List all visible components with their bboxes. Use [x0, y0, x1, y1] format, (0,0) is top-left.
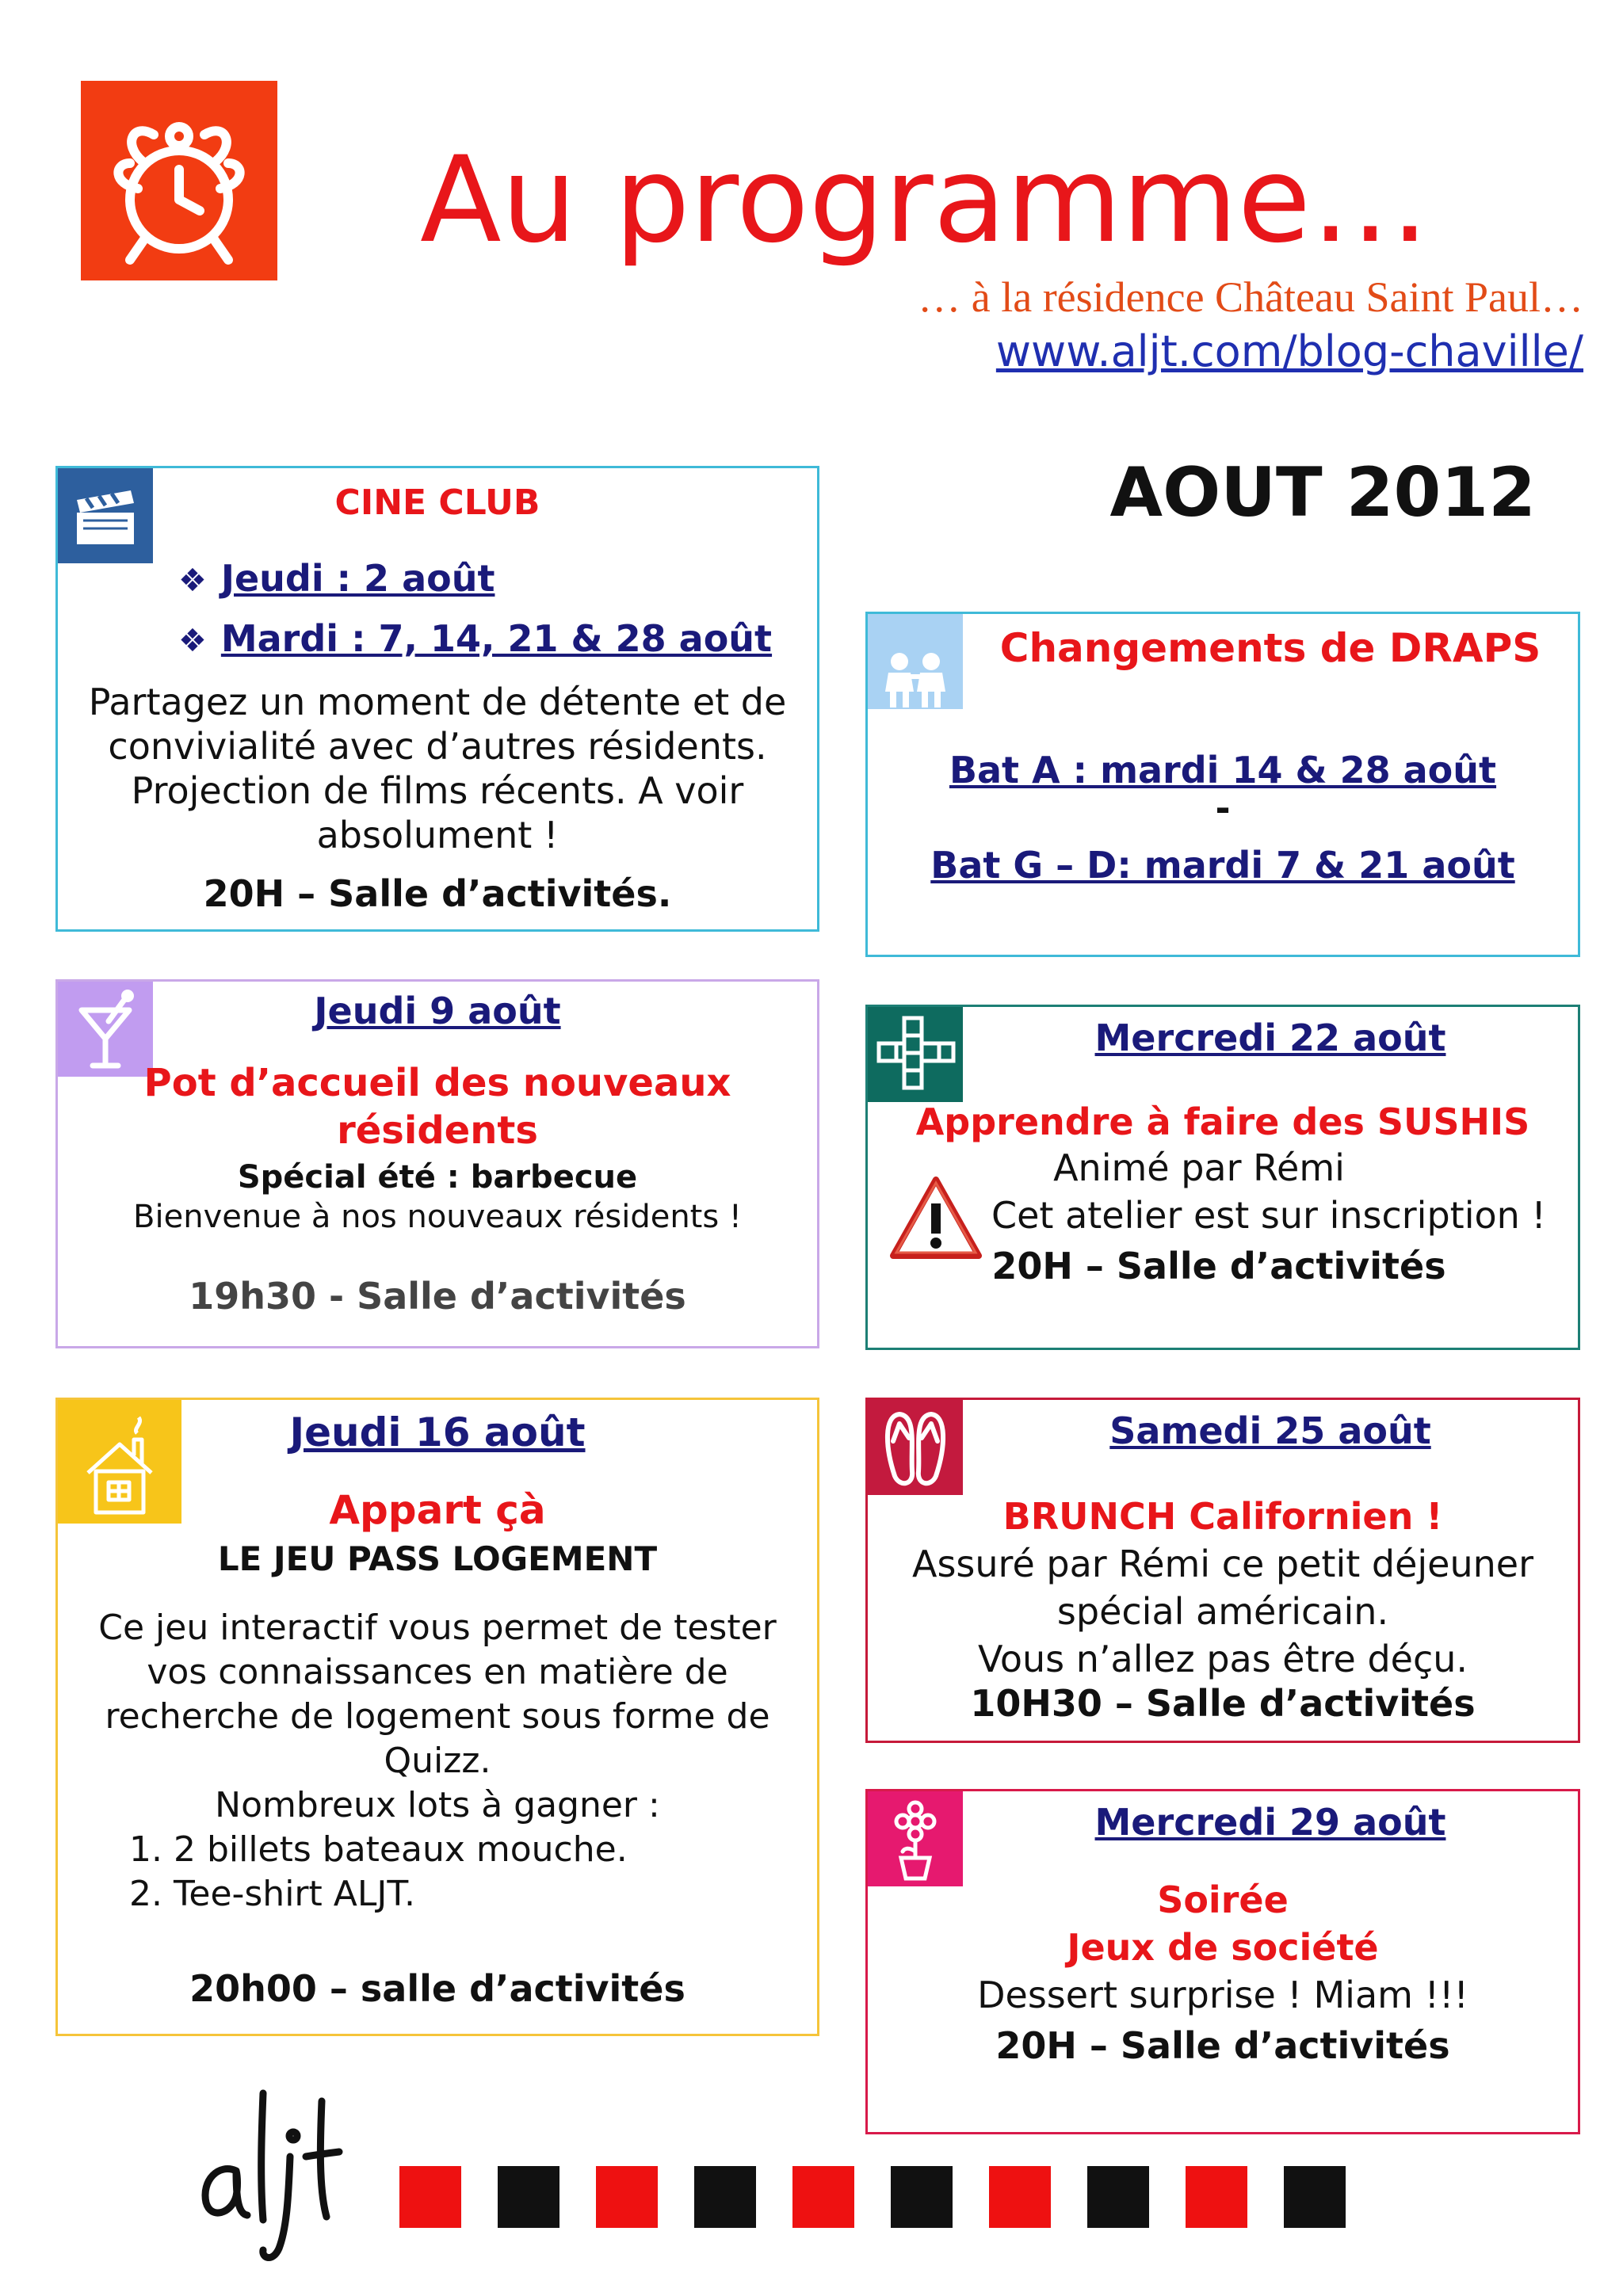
- pot-title-line: Pot d’accueil des nouveaux: [143, 1061, 731, 1105]
- aljt-logo: [187, 2069, 346, 2267]
- cine-date-2: ❖ Mardi : 7, 14, 21 & 28 août: [178, 617, 773, 660]
- decorative-square: [694, 2166, 756, 2228]
- appart-description-line: Ce jeu interactif vous permet de tester: [98, 1608, 777, 1648]
- pot-title-line: résidents: [337, 1108, 538, 1153]
- sushis-host: Animé par Rémi: [1053, 1146, 1345, 1189]
- diamond-bullet-icon: ❖: [178, 563, 207, 599]
- sushis-title: Apprendre à faire des SUSHIS: [915, 1100, 1530, 1143]
- cine-description-line: absolument !: [316, 814, 559, 856]
- appart-subtitle: LE JEU PASS LOGEMENT: [217, 1539, 658, 1578]
- soiree-card: [865, 1789, 1580, 2134]
- cine-club-card: [55, 466, 819, 932]
- appart-date: Jeudi 16 août: [289, 1409, 586, 1455]
- appart-description-line: Quizz.: [384, 1741, 491, 1781]
- draps-separator: -: [1215, 787, 1231, 830]
- soiree-title-line: Soirée: [1157, 1878, 1289, 1921]
- cine-description-line: Projection de films récents. A voir: [131, 769, 744, 812]
- pot-accueil-card: [55, 979, 819, 1348]
- decorative-square: [399, 2166, 461, 2228]
- appart-title: Appart çà: [329, 1487, 546, 1533]
- page-title: Au programme…: [420, 132, 1430, 269]
- appart-card: [55, 1398, 819, 2036]
- month-heading: AOUT 2012: [1109, 453, 1536, 532]
- draps-bat-g-d: Bat G – D: mardi 7 & 21 août: [930, 844, 1515, 887]
- draps-bat-a: Bat A : mardi 14 & 28 août: [949, 749, 1497, 791]
- decorative-square: [792, 2166, 854, 2228]
- sushis-date: Mercredi 22 août: [1094, 1016, 1446, 1059]
- diamond-bullet-icon: ❖: [178, 623, 207, 659]
- cine-description-line: convivialité avec d’autres résidents.: [108, 725, 767, 768]
- draps-card: [865, 612, 1580, 957]
- decorative-squares: [399, 2166, 1347, 2228]
- decorative-square: [1087, 2166, 1149, 2228]
- brunch-card: [865, 1398, 1580, 1743]
- appart-prize-item: 1. 2 billets bateaux mouche.: [129, 1829, 628, 1870]
- appart-description-line: recherche de logement sous forme de: [105, 1696, 770, 1737]
- brunch-line: Assuré par Rémi ce petit déjeuner: [912, 1543, 1533, 1585]
- alarm-clock-icon: [81, 81, 277, 280]
- brunch-time-place: 10H30 – Salle d’activités: [970, 1682, 1476, 1725]
- soiree-dessert: Dessert surprise ! Miam !!!: [977, 1974, 1468, 2016]
- brunch-date: Samedi 25 août: [1109, 1409, 1431, 1452]
- decorative-square: [891, 2166, 953, 2228]
- decorative-square: [498, 2166, 559, 2228]
- pot-date: Jeudi 9 août: [314, 990, 561, 1032]
- sushis-card: [865, 1005, 1580, 1350]
- appart-description-line: vos connaissances en matière de: [147, 1652, 728, 1692]
- residence-logo: [81, 81, 277, 280]
- pot-welcome: Bienvenue à nos nouveaux résidents !: [133, 1199, 742, 1235]
- sushis-warning-text: Cet atelier est sur inscription !: [991, 1194, 1546, 1237]
- soiree-time-place: 20H – Salle d’activités: [995, 2024, 1450, 2067]
- brunch-title: BRUNCH Californien !: [1002, 1495, 1443, 1538]
- appart-prizes-intro: Nombreux lots à gagner :: [215, 1785, 660, 1825]
- decorative-square: [989, 2166, 1051, 2228]
- cine-date-1: ❖ Jeudi : 2 août: [178, 557, 495, 600]
- soiree-date: Mercredi 29 août: [1094, 1801, 1446, 1844]
- decorative-square: [1284, 2166, 1346, 2228]
- brunch-line: spécial américain.: [1056, 1590, 1389, 1633]
- cine-time-place: 20H – Salle d’activités.: [203, 872, 672, 915]
- pot-time-place: 19h30 - Salle d’activités: [189, 1275, 686, 1318]
- cine-club-title: CINE CLUB: [334, 482, 540, 523]
- decorative-square: [1186, 2166, 1247, 2228]
- soiree-title-line: Jeux de société: [1067, 1926, 1379, 1969]
- pot-special: Spécial été : barbecue: [237, 1159, 638, 1196]
- appart-prize-item: 2. Tee-shirt ALJT.: [129, 1874, 415, 1914]
- decorative-square: [596, 2166, 658, 2228]
- cine-description-line: Partagez un moment de détente et de: [88, 681, 787, 723]
- residence-subtitle: … à la résidence Château Saint Paul…: [918, 273, 1583, 321]
- appart-time-place: 20h00 – salle d’activités: [189, 1967, 685, 2010]
- draps-title: Changements de DRAPS: [999, 625, 1541, 671]
- brunch-line: Vous n’allez pas être déçu.: [977, 1638, 1468, 1680]
- blog-link[interactable]: www.aljt.com/blog-chaville/: [995, 326, 1583, 376]
- sushis-time-place: 20H – Salle d’activités: [991, 1245, 1446, 1287]
